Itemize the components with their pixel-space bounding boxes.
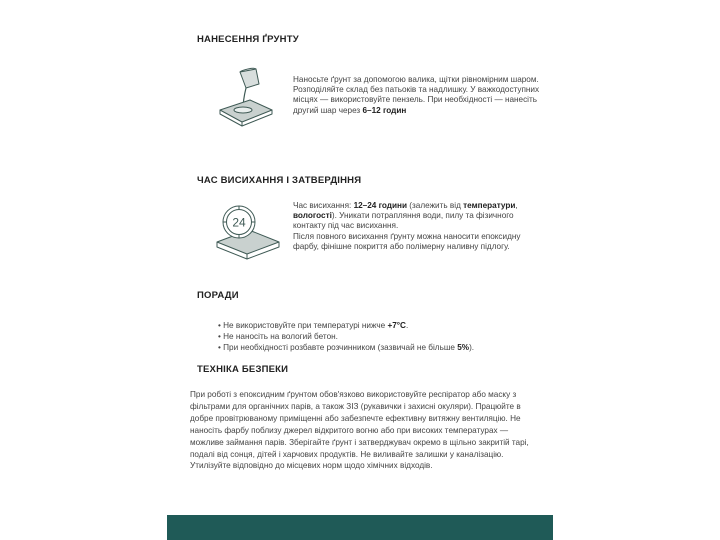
heading-application: НАНЕСЕННЯ ҐРУНТУ (197, 34, 299, 45)
application-text: Наносьте ґрунт за допомогою валика, щітки рівномірним шаром. Розподіляйте склад без патьоків та надлишку. У важкодоступних місцях — використовуйте пензель. При необхідності — нанесіть другий шар через (293, 75, 540, 115)
drying-text-4: ). Уникати потрапляння води, пилу та фізичного контакту під час висихання. (293, 211, 514, 231)
list-item (218, 320, 474, 331)
tip-2-text: • Не наносіть на вологий бетон. (218, 332, 338, 341)
tips-list (218, 320, 474, 353)
tip-1-end: . (405, 321, 409, 330)
application-bold-interval: 6–12 годин (362, 105, 407, 115)
paragraph-safety: При роботі з епоксидним ґрунтом обов'язково використовуйте респіратор або маску з фільтрами для органічних парів, а також ЗІЗ (рукавички і захисні окуляри). Працюйте в добре провітрюваному приміщенні або забезпечте ефективну витяжну вентиляцію. Не наносіть фарбу поблизу джерел відкритого вогню або при високих температурах — можливе займання парів. Зберігайте ґрунт і затверджувач окремо в щільно закритій тарі, подалі від сонця, дітей і харчових продуктів. Не виливайте залишки у каналізацію. Утилізуйте відповідно до місцевих норм щодо хімічних відходів. (190, 390, 529, 471)
paragraph-application (293, 75, 543, 116)
list-item (218, 331, 474, 342)
heading-safety: ТЕХНІКА БЕЗПЕКИ (197, 364, 289, 375)
clock-24-icon (213, 200, 283, 264)
paragraph-drying (293, 201, 543, 252)
heading-tips: ПОРАДИ (197, 290, 239, 301)
footer-bar (167, 515, 553, 540)
list-item (218, 342, 474, 353)
drying-text-3: , (515, 201, 518, 210)
tip-1-bold: +7°C (387, 321, 406, 330)
drying-text-1: Час висихання: (293, 201, 354, 210)
drying-bold-humidity: вологості (293, 211, 332, 221)
tip-3-bold: 5% (457, 343, 470, 352)
tip-3-text: • При необхідності розбавте розчинником (зазвичай не більше (218, 343, 458, 352)
pour-bucket-icon (216, 66, 276, 128)
drying-text-5: Після повного висихання ґрунту можна наносити епоксидну фарбу, фінішне покриття або полімерну наливну підлогу. (293, 231, 521, 251)
drying-text-2: (залежить від (407, 201, 464, 210)
drying-bold-time: 12–24 години (353, 201, 408, 210)
heading-drying: ЧАС ВИСИХАННЯ І ЗАТВЕРДІННЯ (197, 175, 362, 186)
tip-1-text: • Не використовуйте при температурі нижче (218, 321, 388, 330)
tip-3-end: ). (469, 343, 475, 352)
clock-24-label: 24 (232, 215, 246, 230)
drying-bold-temperature: температури (463, 201, 516, 210)
